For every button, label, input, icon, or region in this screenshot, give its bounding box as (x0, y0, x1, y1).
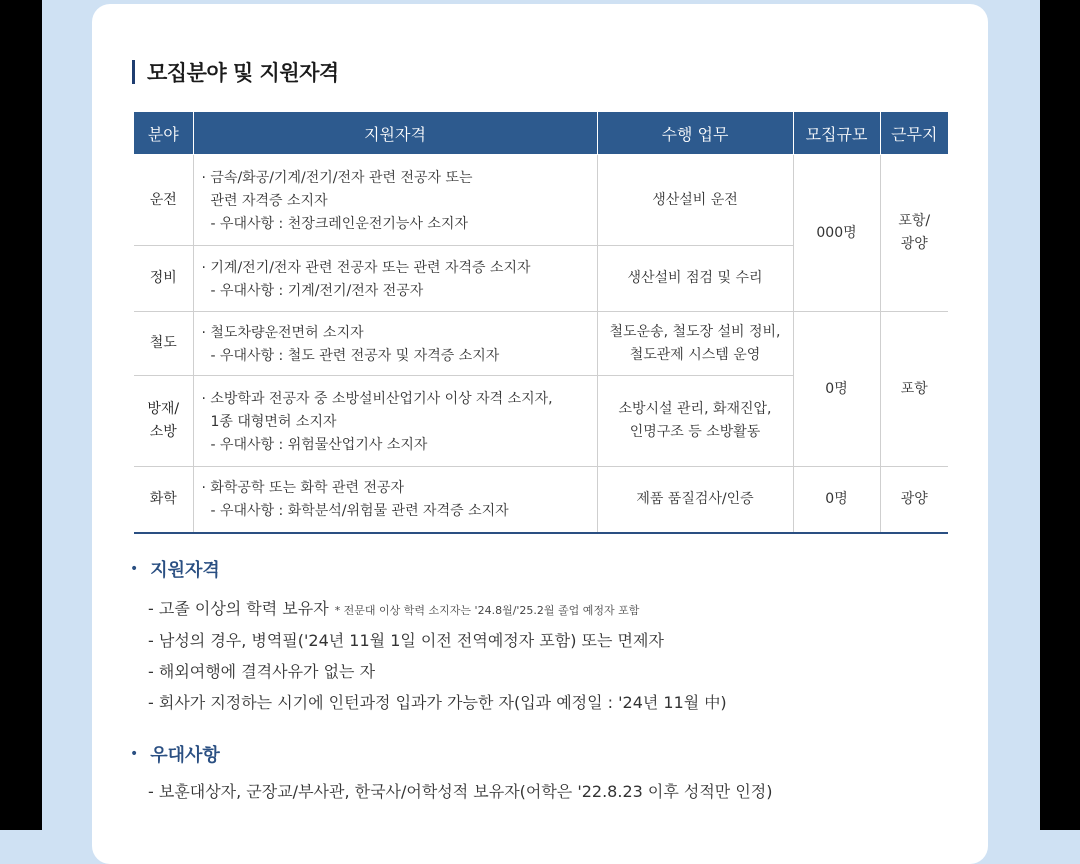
table-row (134, 467, 948, 533)
qualification-line: - 우대사항 : 화학분석/위험물 관련 자격증 소지자 (210, 503, 509, 520)
scale-value: 0명 (825, 380, 848, 397)
field-name: 소방 (149, 424, 177, 440)
duty-line: 철도운송, 철도장 설비 정비, (609, 323, 781, 340)
qualification-cell (193, 312, 597, 376)
scale-value: 0명 (825, 490, 848, 507)
eligibility-item-text: - 고졸 이상의 학력 보유자 (148, 599, 329, 618)
heading-bar (132, 60, 135, 84)
preference-heading (130, 741, 220, 767)
field-name: 철도 (149, 335, 177, 351)
eligibility-item: - 회사가 지정하는 시기에 인턴과정 입과가 가능한 자(입과 예정일 : '24년 11월 中) (148, 693, 727, 712)
location-cell (880, 155, 948, 312)
location-line: 광양 (900, 236, 928, 252)
recruitment-table (134, 112, 948, 534)
qualification-cell (193, 246, 597, 312)
field-name: 방재/ (147, 401, 180, 417)
location-line: 포항 (900, 380, 928, 397)
scale-cell (793, 312, 880, 467)
field-cell (134, 467, 193, 533)
preference-item: - 보훈대상자, 군장교/부사관, 한국사/어학성적 보유자(어학은 '22.8.23 이후 성적만 인정) (148, 782, 773, 801)
qualification-line: 1종 대형면허 소지자 (210, 413, 337, 430)
table-row (134, 312, 948, 376)
field-name: 화학 (149, 490, 177, 507)
header-duty: 수행 업무 (597, 112, 793, 155)
qualification-cell (193, 467, 597, 533)
eligibility-title: 지원자격 (150, 560, 220, 581)
right-edge (1040, 0, 1080, 830)
qualification-line: - 우대사항 : 천장크레인운전기능사 소지자 (210, 215, 468, 232)
eligibility-item: - 해외여행에 결격사유가 없는 자 (148, 662, 376, 681)
field-cell (134, 376, 193, 467)
location-line: 광양 (900, 490, 928, 507)
duty-line: 생산설비 운전 (652, 191, 738, 208)
section-title: 모집분야 및 지원자격 (147, 61, 339, 85)
eligibility-heading (130, 556, 220, 582)
qualification-line: 관련 자격증 소지자 (210, 192, 328, 209)
duty-line: 인명구조 등 소방활동 (629, 424, 761, 440)
bullet-dot: • (130, 746, 139, 762)
header-field: 분야 (134, 112, 193, 155)
qualification-line: · 화학공학 또는 화학 관련 전공자 (201, 480, 405, 497)
field-cell (134, 312, 193, 376)
duty-cell (597, 312, 793, 376)
qualification-cell (193, 376, 597, 467)
table-header-row (134, 112, 948, 155)
duty-line: 소방시설 관리, 화재진압, (618, 401, 772, 417)
header-qualification: 지원자격 (193, 112, 597, 155)
duty-line: 제품 품질검사/인증 (636, 490, 754, 507)
preference-title: 우대사항 (150, 745, 220, 766)
qualification-cell (193, 155, 597, 246)
scale-cell (793, 155, 880, 312)
duty-cell (597, 155, 793, 246)
left-edge (0, 0, 42, 830)
table-row (134, 155, 948, 246)
location-cell (880, 312, 948, 467)
qualification-line: · 금속/화공/기계/전기/전자 관련 전공자 또는 (201, 169, 473, 186)
field-name: 운전 (149, 191, 177, 208)
eligibility-item (148, 596, 639, 619)
duty-cell (597, 467, 793, 533)
header-scale: 모집규모 (793, 112, 880, 155)
qualification-line: · 소방학과 전공자 중 소방설비산업기사 이상 자격 소지자, (201, 390, 553, 407)
bullet-dot: • (130, 561, 139, 577)
qualification-line: - 우대사항 : 위험물산업기사 소지자 (210, 436, 428, 453)
duty-line: 철도관제 시스템 운영 (629, 346, 761, 363)
duty-line: 생산설비 점검 및 수리 (627, 270, 763, 286)
section-heading (132, 58, 339, 86)
location-line: 포항/ (898, 213, 931, 229)
eligibility-item: - 남성의 경우, 병역필('24년 11월 1일 이전 전역예정자 포함) 또는 면제자 (148, 631, 664, 650)
location-cell (880, 467, 948, 533)
content-card (92, 4, 988, 864)
scale-value: 000명 (816, 224, 857, 241)
scale-cell (793, 467, 880, 533)
field-cell (134, 246, 193, 312)
duty-cell (597, 376, 793, 467)
qualification-line: · 기계/전기/전자 관련 전공자 또는 관련 자격증 소지자 (201, 259, 531, 276)
qualification-line: - 우대사항 : 기계/전기/전자 전공자 (210, 282, 424, 299)
qualification-line: · 철도차량운전면허 소지자 (201, 324, 364, 341)
eligibility-note: * 전문대 이상 학력 소지자는 '24.8월/'25.2월 졸업 예정자 포함 (334, 604, 640, 617)
qualification-line: - 우대사항 : 철도 관련 전공자 및 자격증 소지자 (210, 347, 500, 364)
field-name: 정비 (149, 270, 177, 286)
field-cell (134, 155, 193, 246)
header-location: 근무지 (880, 112, 948, 155)
duty-cell (597, 246, 793, 312)
